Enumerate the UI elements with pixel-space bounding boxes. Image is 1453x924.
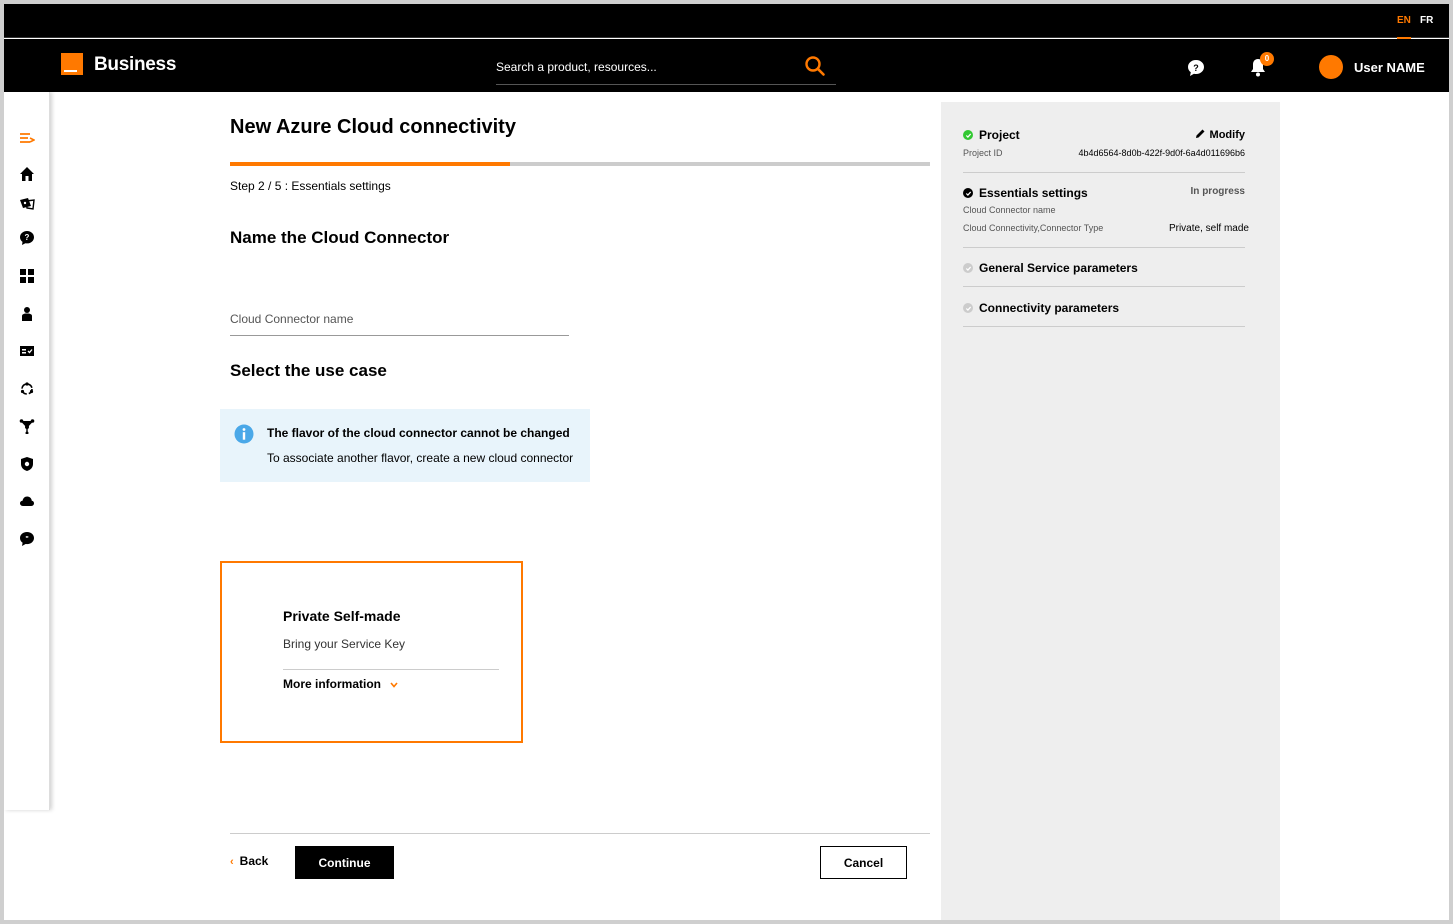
connector-type-label: Cloud Connectivity,Connector Type bbox=[963, 223, 1104, 233]
left-sidebar bbox=[4, 92, 50, 810]
main-content bbox=[50, 92, 941, 920]
card-subtitle: Bring your Service Key bbox=[283, 637, 406, 651]
summary-separator bbox=[963, 326, 1245, 327]
language-bar bbox=[4, 4, 1449, 38]
search-bar bbox=[496, 47, 836, 85]
lang-en[interactable]: EN bbox=[1397, 15, 1411, 26]
app-frame bbox=[4, 4, 1449, 920]
svg-text:?: ? bbox=[24, 233, 30, 243]
essentials-title: Essentials settings bbox=[979, 186, 1088, 200]
orange-logo[interactable] bbox=[61, 53, 83, 75]
connector-type-value: Private, self made bbox=[1168, 223, 1249, 234]
connector-name-input[interactable] bbox=[230, 308, 569, 330]
notification-badge: 0 bbox=[1260, 52, 1274, 66]
hub-icon[interactable] bbox=[18, 417, 36, 435]
card-divider bbox=[283, 669, 499, 670]
avatar[interactable] bbox=[1319, 55, 1343, 79]
project-id-label: Project ID bbox=[963, 148, 1003, 158]
summary-essentials bbox=[963, 186, 1249, 236]
connectivity-heading bbox=[963, 301, 1245, 315]
summary-separator bbox=[963, 286, 1245, 287]
home-icon[interactable] bbox=[18, 165, 36, 183]
step-progress-bar bbox=[230, 162, 930, 166]
svg-text:": " bbox=[25, 536, 29, 543]
cloud-icon[interactable] bbox=[18, 492, 36, 510]
summary-panel bbox=[941, 102, 1280, 920]
billing-icon[interactable] bbox=[18, 342, 36, 360]
info-icon bbox=[234, 424, 254, 444]
dashboard-icon[interactable] bbox=[18, 267, 36, 285]
essentials-status: In progress bbox=[1190, 186, 1245, 197]
info-text: To associate another flavor, create a new cloud connector bbox=[267, 451, 574, 465]
more-information-toggle[interactable] bbox=[283, 677, 398, 691]
step-label: Step 2 / 5 : Essentials settings bbox=[230, 179, 391, 193]
user-icon[interactable] bbox=[18, 305, 36, 323]
chevron-left-icon: ‹ bbox=[230, 856, 234, 868]
menu-expand-icon[interactable] bbox=[18, 130, 36, 148]
cancel-button[interactable]: Cancel bbox=[820, 846, 907, 879]
name-section-heading: Name the Cloud Connector bbox=[230, 228, 450, 247]
pencil-icon bbox=[1195, 128, 1206, 139]
usecase-card-private-self-made[interactable] bbox=[220, 561, 523, 743]
check-circle-icon bbox=[963, 303, 973, 313]
help-icon[interactable] bbox=[1187, 59, 1205, 77]
summary-project bbox=[963, 128, 1245, 164]
step-progress-fill bbox=[230, 162, 510, 166]
info-title: The flavor of the cloud connector cannot be changed bbox=[267, 426, 570, 440]
continue-button[interactable]: Continue bbox=[295, 846, 394, 879]
top-header bbox=[4, 39, 1449, 92]
usecase-section-heading: Select the use case bbox=[230, 361, 387, 380]
connector-name-field bbox=[230, 300, 569, 336]
summary-general bbox=[963, 261, 1245, 277]
more-information-label: More information bbox=[283, 677, 381, 691]
network-icon[interactable] bbox=[18, 380, 36, 398]
project-title: Project bbox=[979, 128, 1020, 142]
brand-title: Business bbox=[94, 54, 177, 75]
check-circle-icon bbox=[963, 130, 973, 140]
check-circle-icon bbox=[963, 188, 973, 198]
check-circle-icon bbox=[963, 263, 973, 273]
project-id-value: 4b4d6564-8d0b-422f-9d0f-6a4d011696b6 bbox=[1078, 148, 1245, 158]
info-banner bbox=[220, 409, 590, 482]
page-title: New Azure Cloud connectivity bbox=[230, 116, 516, 138]
back-button[interactable] bbox=[230, 854, 268, 868]
search-input[interactable] bbox=[496, 55, 786, 79]
search-icon[interactable] bbox=[804, 55, 826, 77]
footer-divider bbox=[230, 833, 930, 834]
card-title: Private Self-made bbox=[283, 608, 401, 624]
summary-connectivity bbox=[963, 301, 1245, 317]
user-name[interactable]: User NAME bbox=[1354, 60, 1425, 75]
back-label: Back bbox=[239, 854, 269, 868]
summary-separator bbox=[963, 172, 1245, 173]
connector-name-label: Cloud Connector name bbox=[963, 205, 1056, 215]
help-icon[interactable] bbox=[18, 229, 36, 247]
svg-text:?: ? bbox=[1193, 62, 1199, 73]
connectivity-title: Connectivity parameters bbox=[979, 301, 1120, 315]
general-heading bbox=[963, 261, 1245, 275]
lang-fr[interactable]: FR bbox=[1420, 15, 1434, 26]
general-title: General Service parameters bbox=[979, 261, 1138, 275]
chat-icon[interactable] bbox=[18, 530, 36, 548]
modify-button[interactable] bbox=[1195, 128, 1245, 141]
summary-separator bbox=[963, 247, 1245, 248]
chevron-down-icon bbox=[390, 682, 398, 688]
catalog-icon[interactable] bbox=[18, 195, 36, 213]
security-icon[interactable] bbox=[18, 455, 36, 473]
modify-label: Modify bbox=[1209, 129, 1245, 141]
